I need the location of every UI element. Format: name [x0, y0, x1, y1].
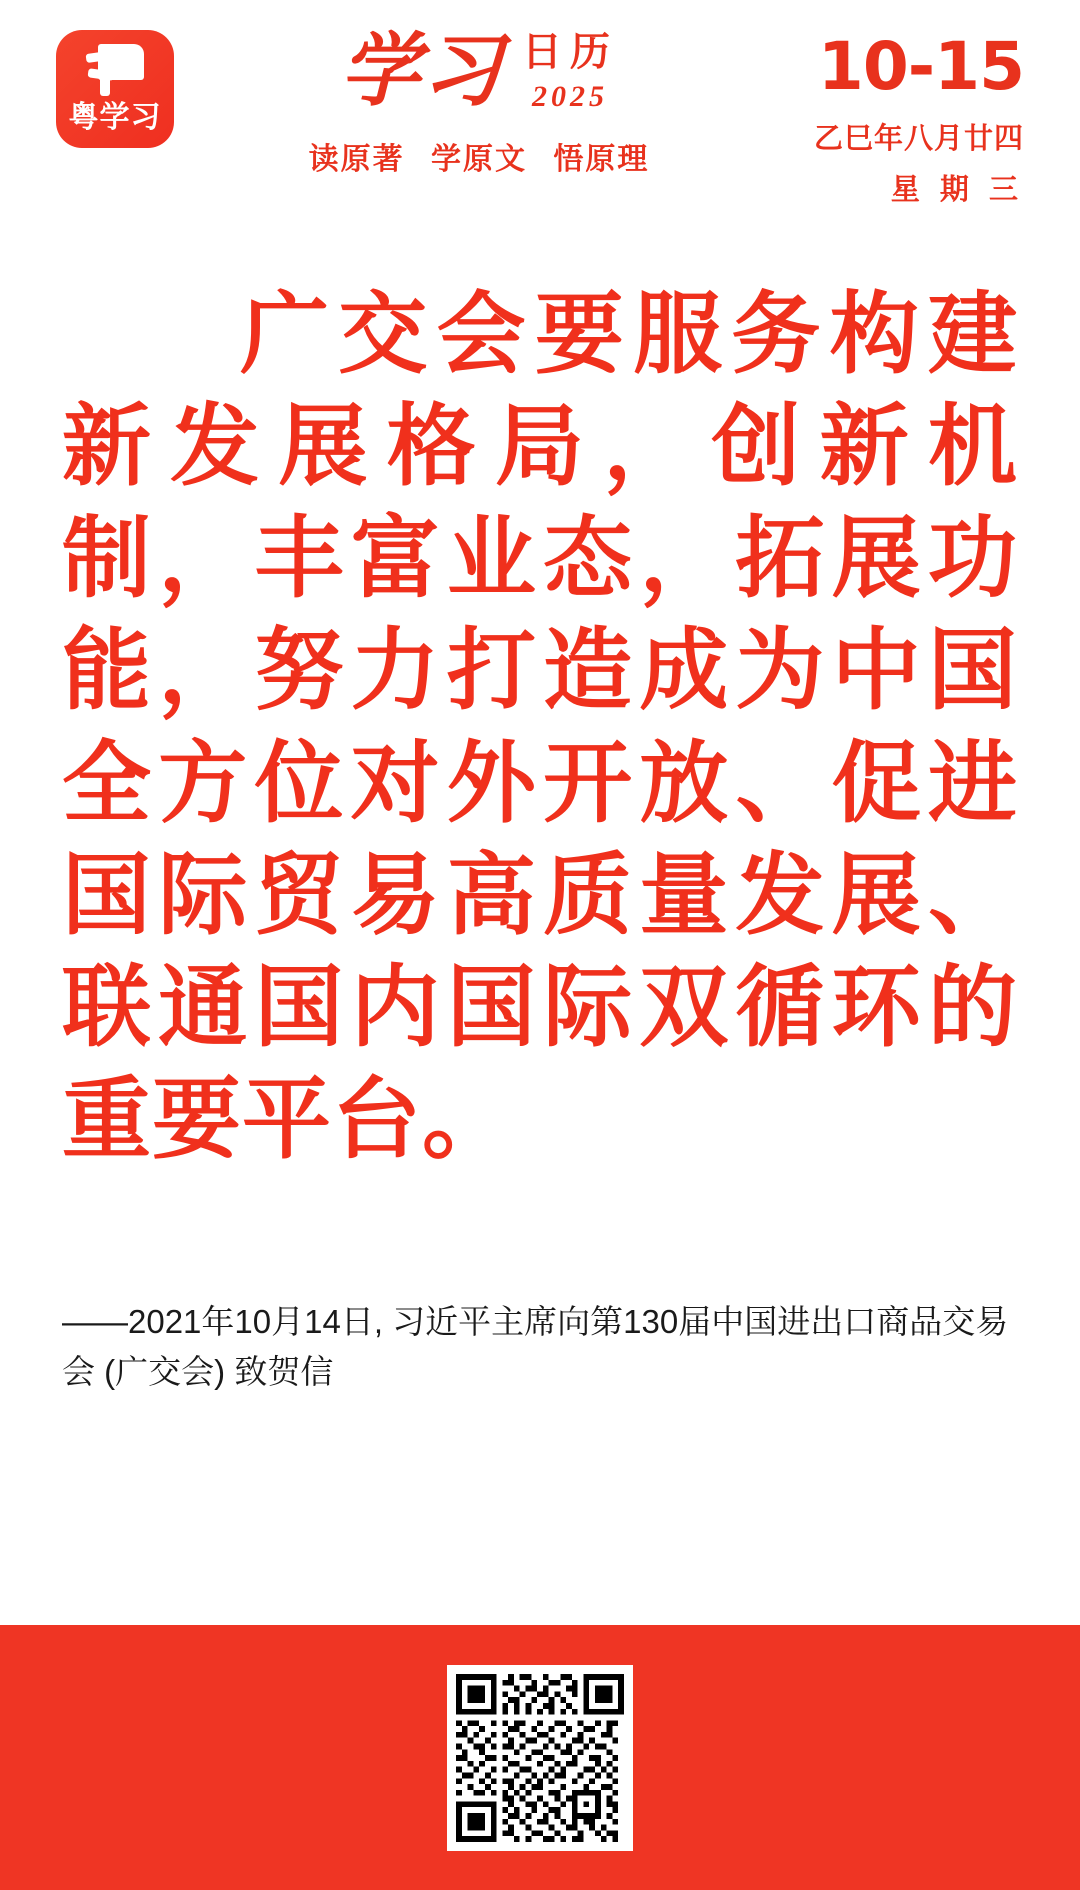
date-gregorian: 10-15 — [817, 28, 1024, 105]
date-lunar: 乙巳年八月廿四 — [813, 123, 1024, 155]
date-block — [794, 26, 1024, 208]
qr-code[interactable] — [447, 1665, 633, 1851]
masthead-subtitle: 日历 — [522, 29, 618, 74]
masthead-year: 2025 — [532, 80, 608, 113]
slogan-part-2: 学原文 — [431, 143, 527, 176]
poster-header — [0, 0, 1080, 206]
masthead-title: 学习 — [340, 28, 504, 116]
masthead-slogan — [164, 134, 794, 178]
poster-footer — [0, 1625, 1080, 1890]
yue-xuexi-app-icon[interactable] — [56, 30, 174, 148]
poster-body — [0, 200, 1080, 1625]
quote-source: ——2021年10月14日, 习近平主席向第130届中国进出口商品交易会 (广交会) 致贺信 — [62, 1303, 1009, 1390]
quote-text: 广交会要服务构建新发展格局，创新机制，丰富业态，拓展功能，努力打造成为中国全方位对外开放、促进国际贸易高质量发展、联通国内国际双循环的重要平台。 — [62, 287, 1018, 1170]
date-weekday: 星 期 三 — [890, 174, 1024, 206]
book-flag-icon — [84, 44, 146, 96]
masthead — [164, 26, 794, 178]
logo-label: 粤学习 — [68, 100, 162, 135]
slogan-part-3: 悟原理 — [553, 143, 650, 176]
slogan-part-1: 读原著 — [308, 143, 405, 176]
